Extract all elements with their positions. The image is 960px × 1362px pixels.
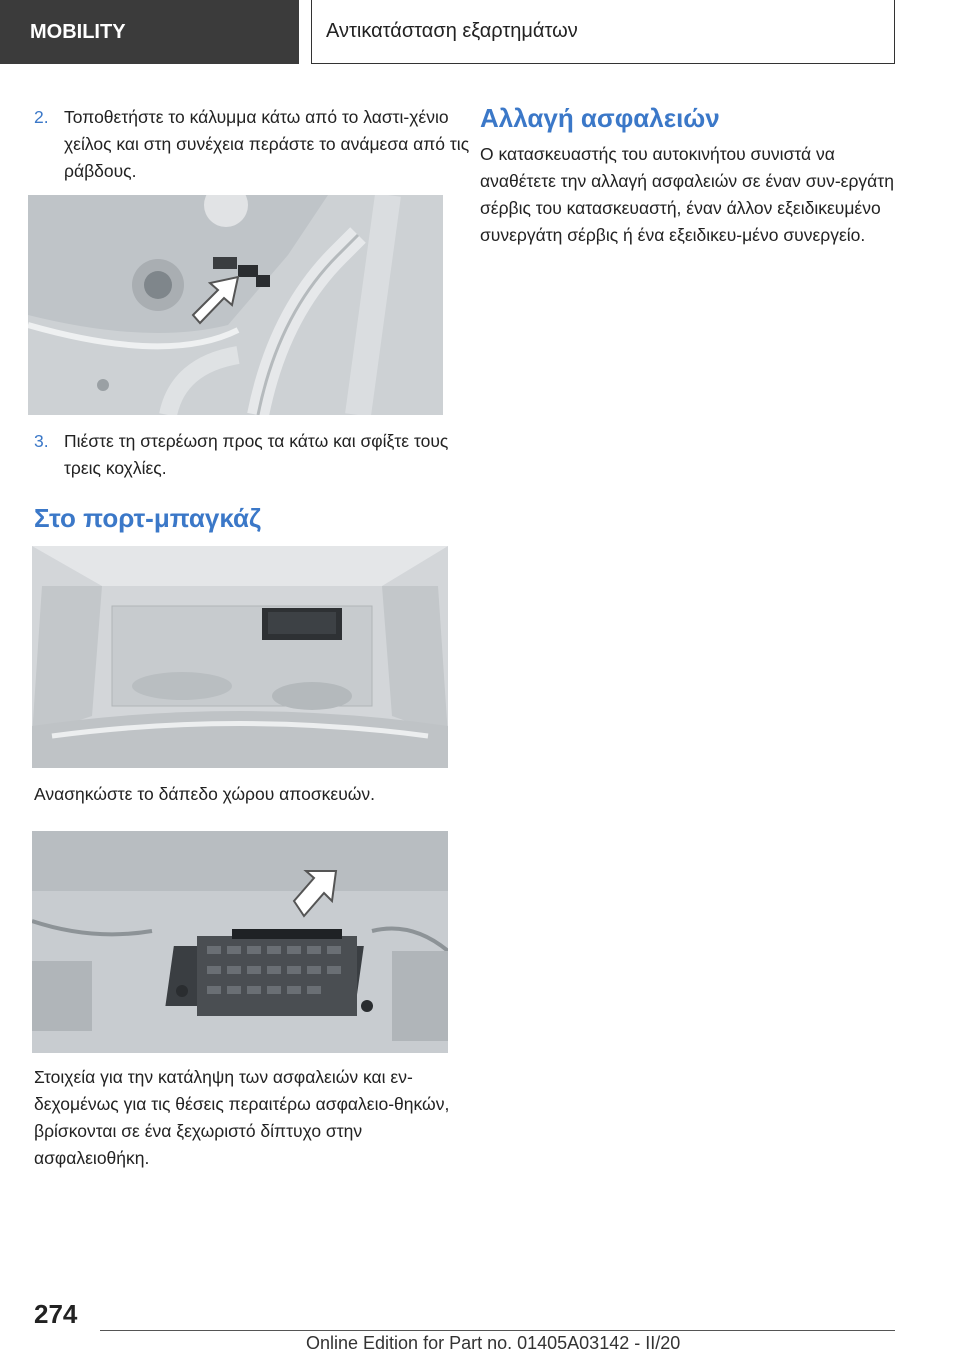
figure-fender-drawing — [28, 195, 443, 415]
trunk-caption-fuse-info: Στοιχεία για την κατάληψη των ασφαλειών και εν-δεχομένως για τις θέσεις περαιτέρω ασφαλειο-θηκών, βρίσκονται σε ένα ξεχωριστό δίπτυχο στην ασφαλειοθήκη. — [34, 1067, 450, 1168]
step-3-text: Πιέστε τη στερέωση προς τα κάτω και σφίξτε τους τρεις κοχλίες. — [64, 431, 449, 478]
trunk-caption-lift-floor: Ανασηκώστε το δάπεδο χώρου αποσκευών. — [34, 784, 376, 804]
trunk-heading: Στο πορτ-μπαγκάζ — [34, 503, 261, 533]
header-chapter-box — [311, 0, 895, 64]
step-3-number: 3. — [34, 431, 49, 451]
page-number: 274 — [34, 1299, 78, 1329]
figure-trunk-drawing — [32, 546, 448, 768]
step-2-text: Τοποθετήστε το κάλυμμα κάτω από το λαστι-χένιο χείλος και στη συνέχεια περάστε το ανάμεσα από τις ράβδους. — [64, 107, 470, 181]
fuse-change-text: Ο κατασκευαστής του αυτοκινήτου συνιστά να αναθέτετε την αλλαγή ασφαλειών σε έναν συν-εργάτη σέρβις του κατασκευαστή, έναν άλλον εξειδικευμένο συνεργάτη σέρβις ή ένα εξειδικευ-μένο συνεργείο. — [480, 144, 894, 245]
footer-divider — [100, 1330, 895, 1331]
fuse-change-heading: Αλλαγή ασφαλειών — [480, 103, 720, 133]
figure-fuse-box — [32, 831, 448, 1053]
header-chapter-title: Αντικατάσταση εξαρτημάτων — [326, 20, 578, 42]
figure-fuse-box-drawing — [32, 831, 448, 1053]
figure-trunk-floor — [32, 546, 448, 768]
header-section-label: MOBILITY — [30, 20, 126, 43]
header-section-tab — [0, 0, 299, 64]
footer-edition: Online Edition for Part no. 01405A03142 - II/20 — [306, 1333, 681, 1353]
figure-fender-cover — [28, 195, 443, 415]
step-2-number: 2. — [34, 107, 49, 127]
